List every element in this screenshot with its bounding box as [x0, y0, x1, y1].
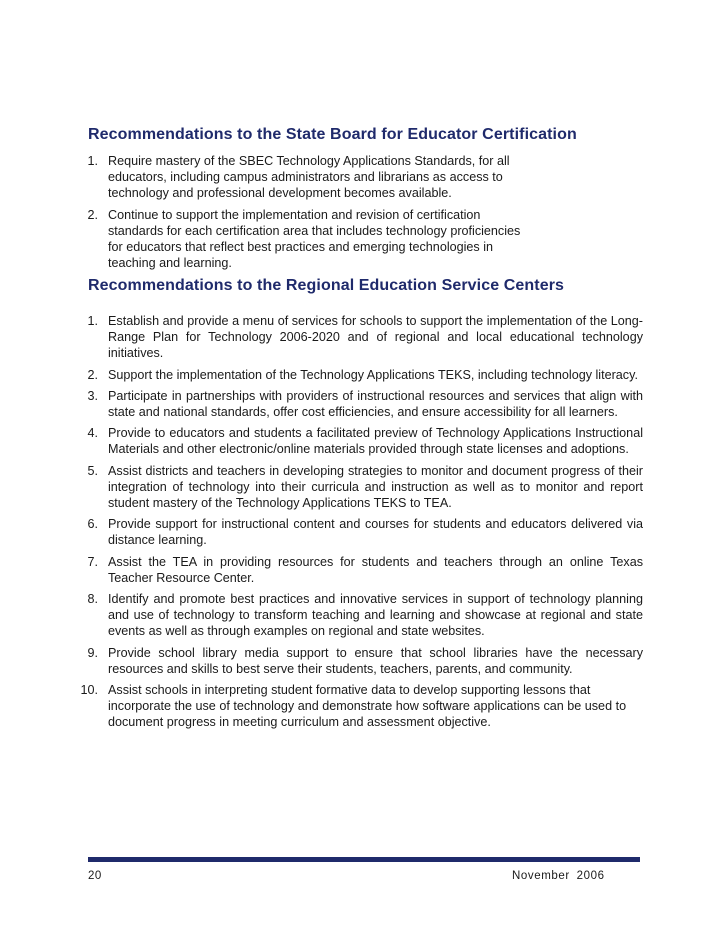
item-number: 4.: [87, 426, 98, 441]
esc-recommendations-list: [0, 313, 643, 731]
list-item: [0, 367, 643, 383]
footer-date: November 2006: [512, 870, 605, 882]
item-number: 6.: [87, 517, 98, 532]
list-item: [0, 425, 643, 457]
list-item: [0, 388, 643, 420]
item-text: Participate in partnerships with providers of instructional resources and services that align with state and national standards, offer cost efficiencies, and ensure accessibility for all learners.: [108, 388, 643, 420]
list-item: [0, 554, 643, 586]
footer-divider: [88, 857, 640, 862]
item-number: 2.: [87, 367, 98, 382]
item-number: 1.: [87, 154, 98, 168]
item-number: 8.: [87, 592, 98, 607]
item-number: 1.: [87, 314, 98, 328]
item-text: Provide school library media support to ensure that school libraries have the necessary resources and skills to best serve their students, teachers, parents, and community.: [108, 645, 643, 676]
item-text: Provide to educators and students a facilitated preview of Technology Applications Instructional Materials and other electronic/online materials provided through state licenses and adoptions.: [108, 426, 643, 457]
item-number: 10.: [80, 683, 98, 698]
list-item: [0, 516, 643, 548]
list-item: [0, 645, 643, 677]
item-text: Require mastery of the SBEC Technology Applications Standards, for all educators, including campus administrators and librarians as access to technology and professional development becomes available.: [108, 154, 510, 201]
item-text: Identify and promote best practices and innovative services in support of technology planning and use of technology to transform teaching and learning and showcase at regional and state events as well as through examples on regional and state websites.: [108, 592, 643, 639]
item-number: 3.: [87, 388, 98, 403]
item-text: Assist schools in interpreting student formative data to develop supporting lessons that incorporate the use of technology and demonstrate how software applications can be used to document progress in meeting curriculum and assessment objective.: [108, 683, 627, 730]
list-item: [0, 207, 530, 272]
list-item: [0, 313, 643, 362]
list-item: [0, 591, 643, 640]
list-item: [0, 153, 530, 202]
page-number: 20: [88, 870, 102, 882]
item-text: Continue to support the implementation and revision of certification standards for each certification area that includes technology proficiencies for educators that reflect best practices and emerging technologies in teaching and learning.: [108, 207, 521, 271]
item-text: Provide support for instructional content and courses for students and educators delivered via distance learning.: [108, 517, 643, 548]
list-item: [0, 682, 643, 731]
item-number: 5.: [87, 463, 98, 478]
section-heading-esc: Recommendations to the Regional Education Service Centers: [88, 277, 565, 294]
item-number: 9.: [87, 645, 98, 660]
item-number: 7.: [87, 554, 98, 569]
sbec-recommendations-list: [0, 153, 530, 271]
item-number: 2.: [87, 207, 98, 222]
list-item: [0, 463, 643, 512]
item-text: Establish and provide a menu of services for schools to support the implementation of the Long-Range Plan for Technology 2006-2020 and of regional and local educational technology initiatives.: [108, 314, 643, 361]
section-heading-sbec: Recommendations to the State Board for Educator Certification: [88, 126, 577, 143]
item-text: Support the implementation of the Technology Applications TEKS, including technology literacy.: [108, 367, 638, 382]
item-text: Assist districts and teachers in developing strategies to monitor and document progress of their integration of technology into their curricula and instruction as well as to monitor and report student mastery of the Technology Applications TEKS to TEA.: [108, 463, 643, 511]
item-text: Assist the TEA in providing resources for students and teachers through an online Texas Teacher Resource Center.: [108, 554, 643, 585]
